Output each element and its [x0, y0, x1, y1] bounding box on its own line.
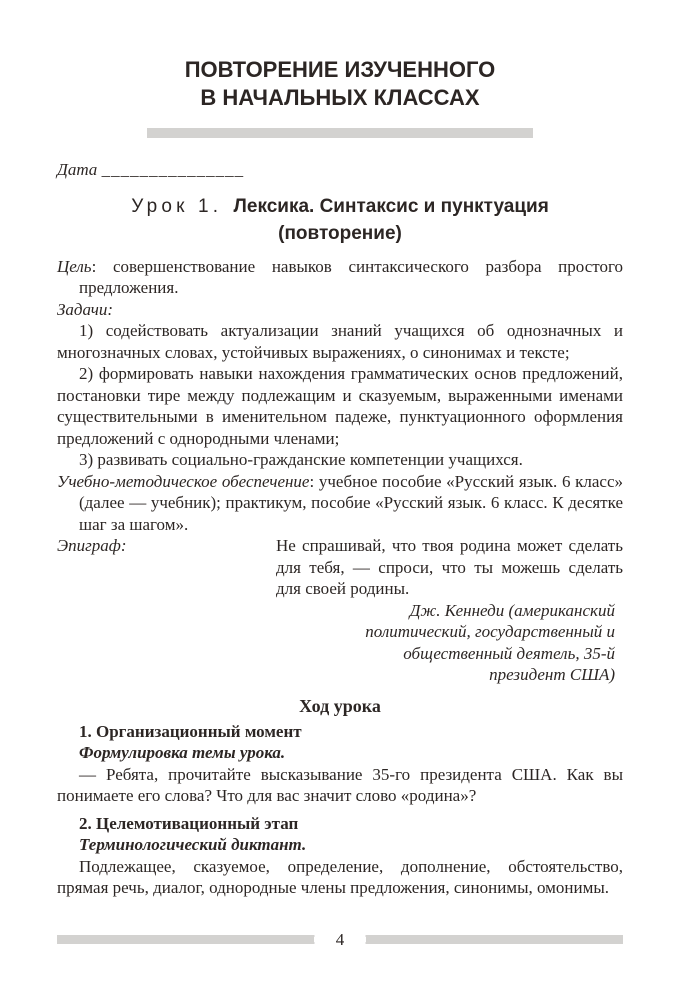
course-heading: Ход урока [299, 695, 381, 716]
lesson-meta-block [57, 256, 623, 686]
chapter-title-line1: ПОВТОРЕНИЕ ИЗУЧЕННОГО [184, 57, 496, 82]
task-item-1: 1) содействовать актуализации знаний учащихся об однозначных и многозначных словах, устойчивых выражениях, о синонимах и тексте; [57, 321, 623, 362]
task-item-3: 3) развивать социально-гражданские компетенции учащихся. [79, 450, 523, 469]
page-number: 4 [335, 930, 345, 949]
chapter-title-divider-bar [147, 128, 533, 138]
tasks-label-paragraph [57, 299, 623, 321]
footer-bar-left [57, 935, 320, 944]
section-2-text: Подлежащее, сказуемое, определение, дополнение, обстоятельство, прямая речь, диалог, однородные члены предложения, синонимы, омонимы. [57, 856, 623, 897]
section-2-subtitle: Терминологический диктант. [79, 835, 307, 854]
section-2-title: 2. Целемотивационный этап [79, 813, 299, 833]
epigraph-quote: Не спрашивай, что твоя родина может сделать для тебя, — спроси, что ты можешь сделать для своей родины. [276, 536, 623, 598]
epigraph-row [57, 535, 623, 686]
goal-text: : совершенствование навыков синтаксического разбора простого предложения. [79, 256, 623, 297]
epigraph-attribution: Дж. Кеннеди (американский политический, государственный и общественный деятель, 35-й президент США) [365, 600, 615, 684]
page-footer [57, 931, 623, 948]
resources-label: Учебно-методическое обеспечение [57, 471, 310, 491]
epigraph-label: Эпиграф: [57, 536, 127, 555]
lesson-heading [57, 193, 623, 247]
footer-bar-right [360, 935, 623, 944]
section-2 [57, 813, 623, 899]
lesson-title: Лексика. Синтаксис и пунктуация [233, 195, 549, 217]
lesson-subtitle: (повторение) [278, 222, 402, 244]
goal-label: Цель [57, 256, 92, 276]
epigraph-block [276, 535, 623, 686]
section-1-title: 1. Организационный момент [79, 721, 302, 741]
date-blank-line: _______________ [101, 160, 245, 179]
goal-paragraph [57, 256, 623, 299]
date-line [57, 159, 623, 181]
resources-text: : учебное пособие «Русский язык. 6 класс» (далее — учебник); практикум, пособие «Русский язык. 6 класс. К десятке шаг за шагом». [79, 471, 623, 534]
chapter-title [57, 0, 623, 112]
section-1 [57, 721, 623, 807]
date-label: Дата [57, 160, 98, 179]
section-1-subtitle: Формулировка темы урока. [79, 743, 286, 762]
resources-paragraph [57, 471, 623, 536]
tasks-label: Задачи: [57, 299, 114, 319]
chapter-title-line2: В НАЧАЛЬНЫХ КЛАССАХ [200, 85, 480, 110]
task-item-2: 2) формировать навыки нахождения грамматических основ предложений, постановки тире между подлежащим и сказуемым, выраженными именами существительными в именительном падеже, пунктуационного оформления предложений с однородными членами; [57, 364, 623, 448]
lesson-number: Урок 1. [131, 195, 223, 217]
section-1-text: — Ребята, прочитайте высказывание 35-го президента США. Как вы понимаете его слова? Что для вас значит слово «родина»? [57, 764, 623, 805]
